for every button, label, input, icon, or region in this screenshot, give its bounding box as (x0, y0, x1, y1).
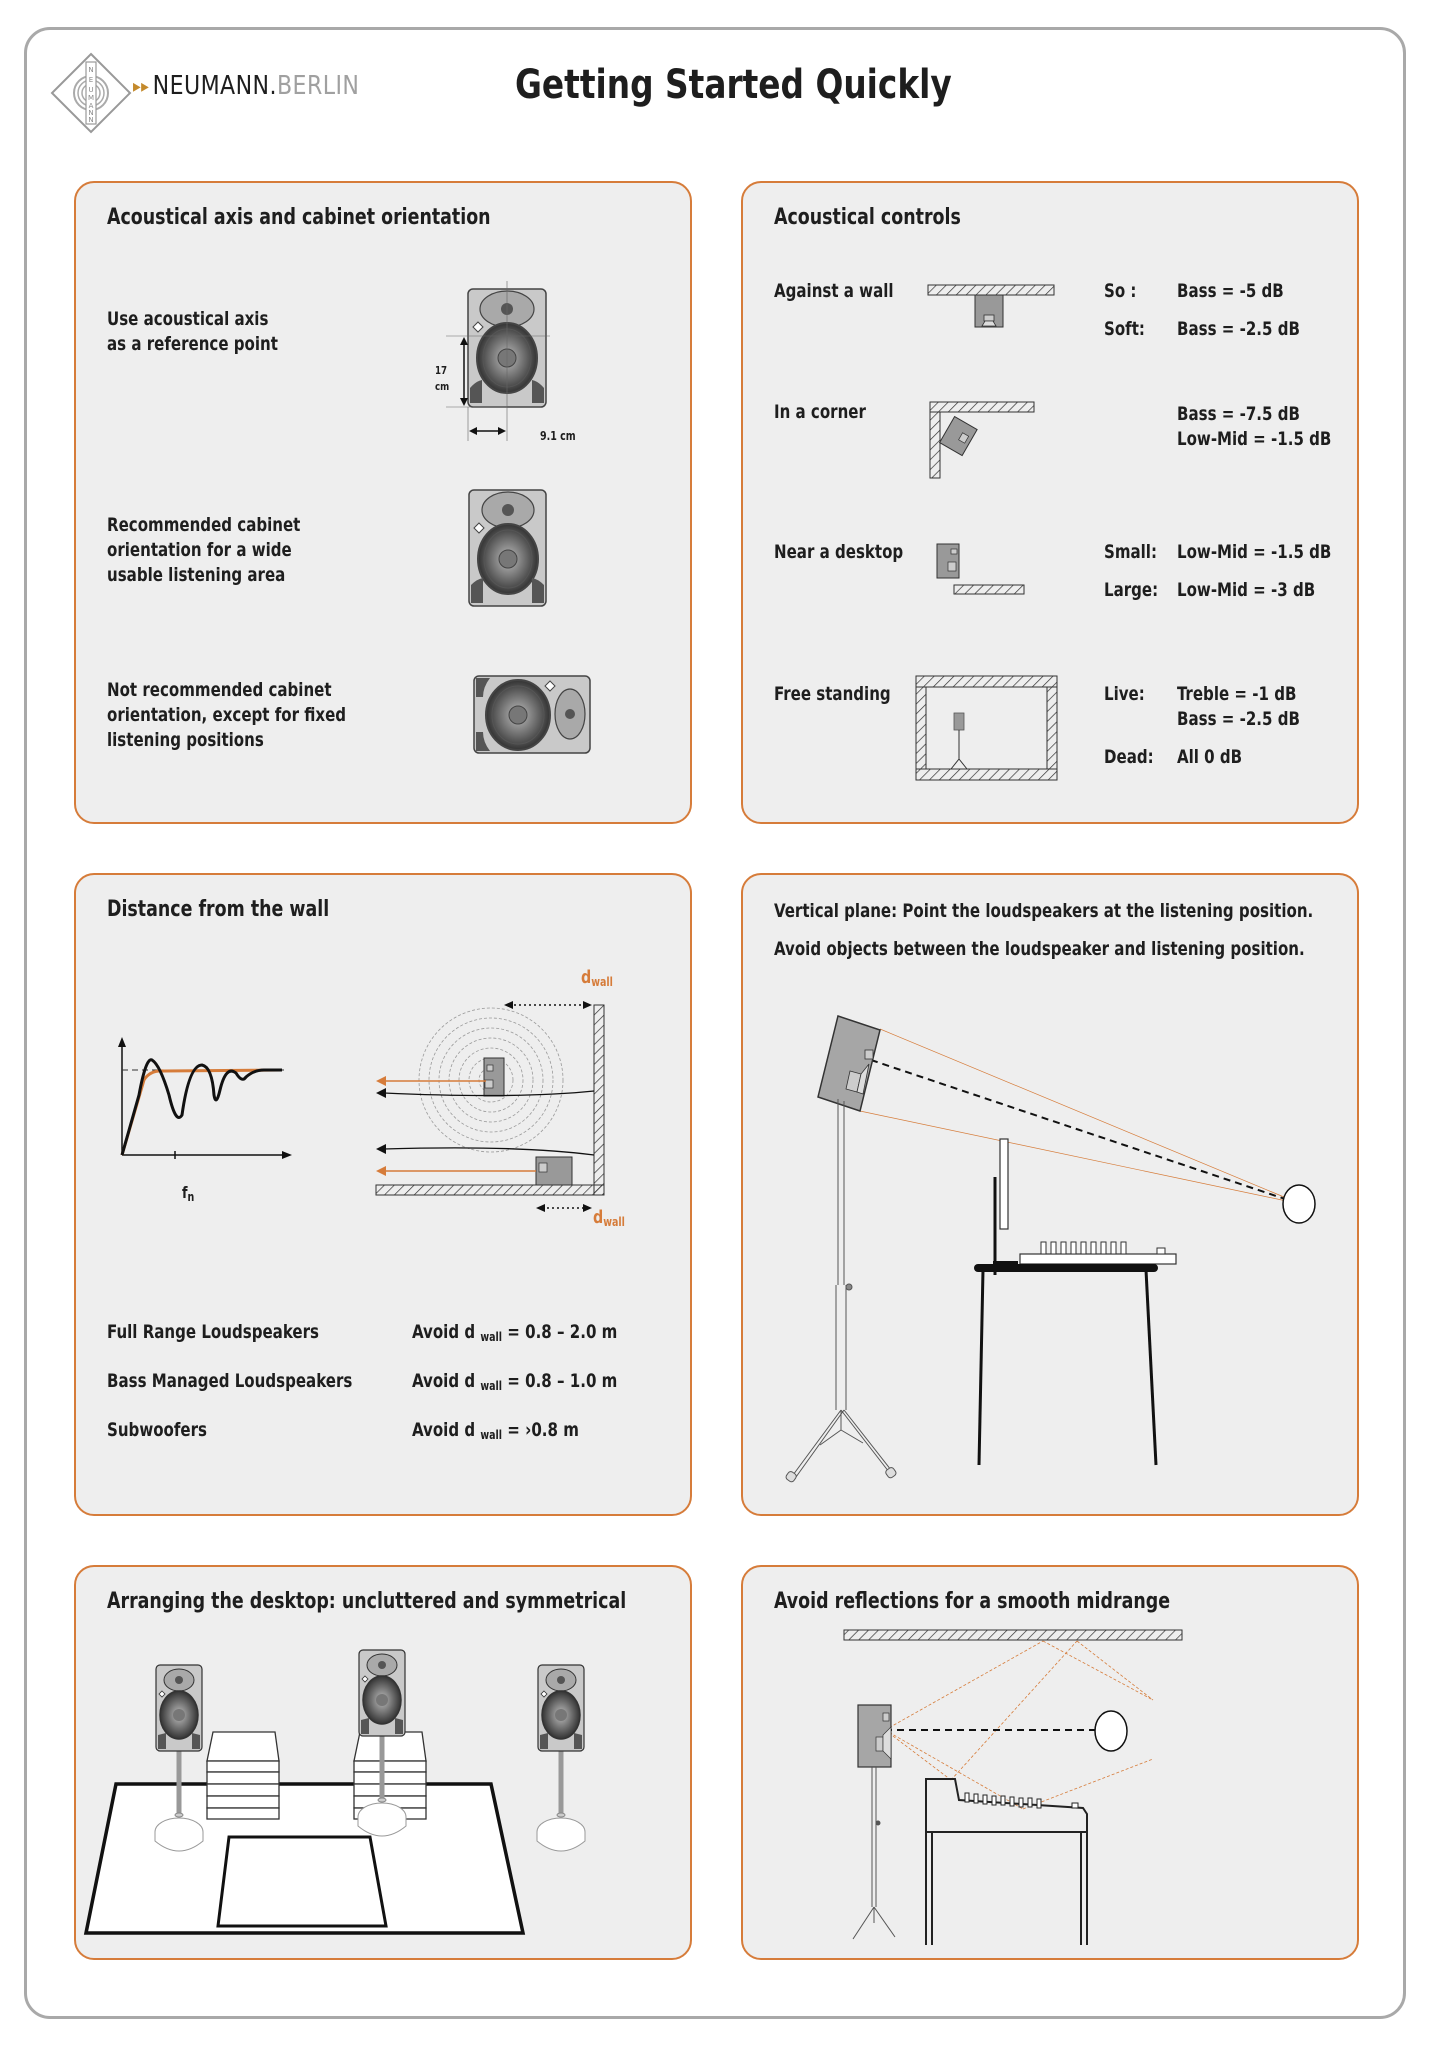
svg-text:N: N (88, 109, 94, 117)
listener-head-icon (1283, 1185, 1315, 1223)
frequency-response-graph (114, 1035, 294, 1180)
svg-text:E: E (88, 76, 94, 84)
control-value: Low-Mid = -3 dB (1177, 579, 1316, 601)
distance-row-value: Avoid d $_{wall}$ = ›0.8 m (412, 1419, 579, 1442)
panel-title: Vertical plane: Point the loudspeakers at the listening position. (774, 900, 1314, 922)
graph-x-label: $f_n$ (182, 1183, 195, 1204)
listener-head-icon (1095, 1711, 1127, 1751)
control-key: So : (1104, 280, 1137, 302)
desktop-diagram-icon (936, 543, 1031, 599)
speaker-center-icon (359, 1650, 419, 1840)
wall-diagram-icon (927, 284, 1057, 334)
panel-avoid-reflections (741, 1565, 1359, 1960)
brand-arrows-icon: ▸▸ (133, 76, 150, 97)
tilted-speaker-icon (818, 1016, 880, 1111)
control-value: Bass = -7.5 dB (1177, 403, 1300, 425)
control-value: Low-Mid = -1.5 dB (1177, 428, 1332, 450)
desk-with-mixer-icon (974, 1242, 1176, 1465)
axis-item-3-text: Not recommended cabinet orientation, except for fixed listening positions (107, 679, 347, 751)
distance-row-label: Subwoofers (107, 1419, 208, 1441)
control-key: Dead: (1104, 746, 1154, 768)
panel-acoustical-axis (74, 181, 692, 824)
speaker-horizontal-icon (473, 675, 593, 755)
speaker-stand-icon (853, 1767, 895, 1939)
speaker-left-icon (156, 1665, 216, 1855)
distance-row-label: Full Range Loudspeakers (107, 1321, 319, 1343)
axis-item-1-text: Use acoustical axis as a reference point (107, 308, 278, 355)
panel-subtitle: Avoid objects between the loudspeaker and listening position. (774, 938, 1305, 960)
panel-vertical-plane (741, 873, 1359, 1516)
vertical-plane-illustration (743, 875, 1361, 1518)
control-value: Bass = -2.5 dB (1177, 708, 1300, 730)
wall-reflection-diagram (376, 995, 621, 1205)
distance-row-value: Avoid d $_{wall}$ = 0.8 – 1.0 m (412, 1370, 618, 1393)
control-key: Soft: (1104, 318, 1145, 340)
speaker-side-icon (858, 1705, 891, 1767)
svg-text:U: U (88, 86, 94, 94)
corner-diagram-icon (929, 401, 1039, 481)
equipment-stack-left (207, 1732, 279, 1819)
flat-response-curve (122, 1070, 282, 1155)
panel-title: Avoid reflections for a smooth midrange (774, 1589, 1171, 1614)
brand-name: NEUMANN. (152, 71, 277, 101)
keyboard-area (218, 1837, 386, 1926)
speaker-right-icon (538, 1665, 598, 1855)
reflections-illustration (743, 1567, 1361, 1962)
brand-city: BERLIN (276, 71, 360, 101)
axis-item-2-text: Recommended cabinet orientation for a wide usable listening area (107, 514, 301, 586)
control-label-corner: In a corner (774, 401, 866, 423)
page-title: Getting Started Quickly (515, 62, 952, 108)
svg-text:A: A (88, 102, 94, 110)
panel-distance-wall (74, 873, 692, 1516)
dim-width-label: 9.1 cm (540, 429, 576, 443)
control-key: Small: (1104, 541, 1157, 563)
panel-arranging-desktop (74, 1565, 692, 1960)
control-value: All 0 dB (1177, 746, 1243, 768)
panel-title: Acoustical controls (774, 205, 961, 230)
panel-title: Distance from the wall (107, 897, 330, 922)
control-label-wall: Against a wall (774, 280, 894, 302)
mixing-desk-icon (926, 1779, 1087, 1945)
brand-wordmark (133, 71, 359, 101)
speaker-stand-icon (785, 1099, 897, 1483)
control-label-free: Free standing (774, 683, 891, 705)
control-key: Large: (1104, 579, 1159, 601)
control-value: Treble = -1 dB (1177, 683, 1297, 705)
dim-height-label: 17 cm (435, 364, 450, 393)
wall-response-curve (122, 1060, 282, 1155)
svg-text:N: N (88, 66, 94, 74)
ceiling (844, 1630, 1182, 1640)
free-standing-diagram-icon (915, 675, 1060, 783)
d-wall-label-top: $d_{wall}$ (581, 967, 613, 989)
distance-row-value: Avoid d $_{wall}$ = 0.8 – 2.0 m (412, 1321, 618, 1344)
control-value: Low-Mid = -1.5 dB (1177, 541, 1332, 563)
control-value: Bass = -2.5 dB (1177, 318, 1300, 340)
panel-title: Acoustical axis and cabinet orientation (107, 205, 491, 230)
control-label-desktop: Near a desktop (774, 541, 904, 563)
svg-text:M: M (87, 94, 95, 102)
panel-title: Arranging the desktop: uncluttered and symmetrical (107, 1589, 627, 1614)
panel-acoustical-controls (741, 181, 1359, 824)
d-wall-label-bottom: $d_{wall}$ (593, 1207, 625, 1229)
speaker-vertical-icon (468, 489, 548, 609)
svg-text:N: N (88, 116, 94, 124)
control-key: Live: (1104, 683, 1145, 705)
distance-row-label: Bass Managed Loudspeakers (107, 1370, 353, 1392)
neumann-logo-icon (50, 52, 132, 134)
monitor-icon (1000, 1139, 1008, 1229)
control-value: Bass = -5 dB (1177, 280, 1284, 302)
